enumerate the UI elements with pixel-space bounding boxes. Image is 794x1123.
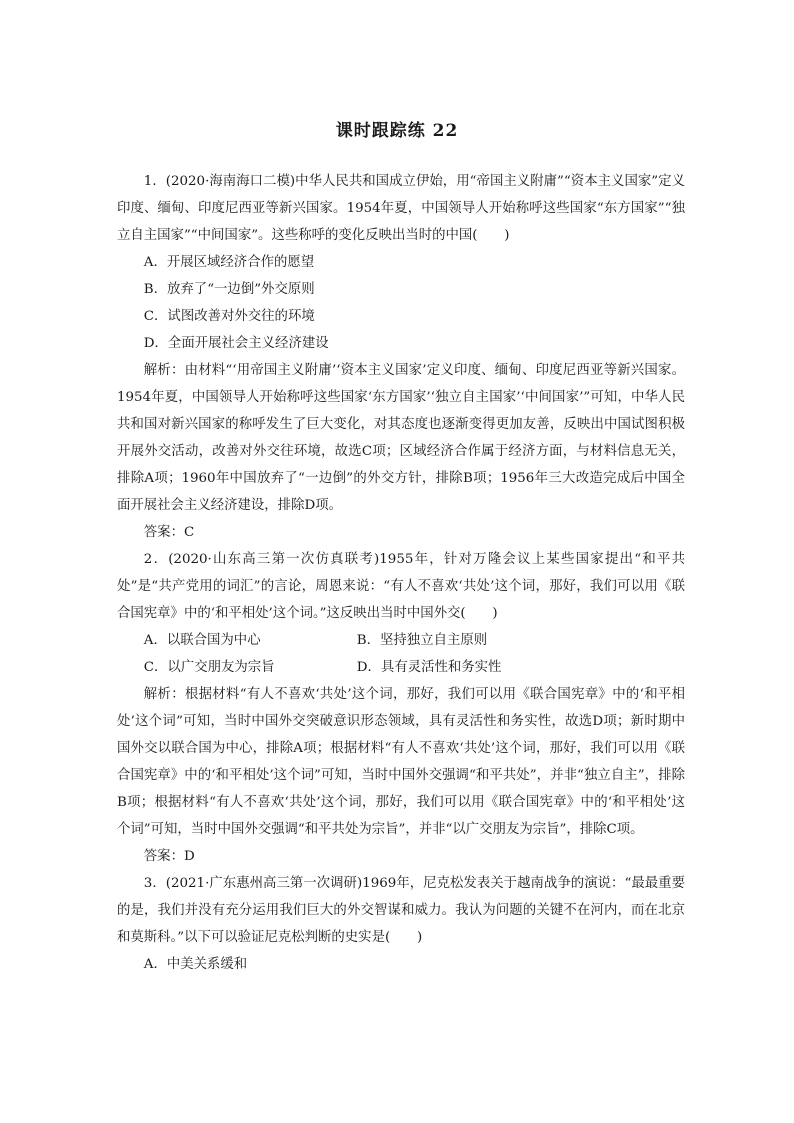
question-2-option-d: D．具有灵活性和务实性 [356,660,502,675]
question-1-option-c: C．试图改善对外交往的环境 [143,309,315,324]
question-1-option-a: A．开展区域经济合作的愿望 [143,255,315,270]
question-1-stem: 1．(2020·海南海口二模)中华人民共和国成立伊始，用“帝国主义附庸”“资本主义国家”定义印度、缅甸、印度尼西亚等新兴国家。1954年夏，中国领导人开始称呼这些国家“东方国家”“独立自主国家”“中间国家”。这些称呼的变化反映出当时的中国( ) [117,174,685,243]
question-2-option-a: A．以联合国为中心 [143,633,261,648]
question-3-stem: 3．(2021·广东惠州高三第一次调研)1969年，尼克松发表关于越南战争的演说：“最最重要的是，我们并没有充分运用我们巨大的外交智谋和威力。我认为问题的关键不在河内，而在北京和莫斯科。”以下可以验证尼克松判断的史实是( ) [117,876,685,945]
question-2-options-row-2 [117,654,685,681]
document-body [117,168,685,978]
question-1-analysis: 解析：由材料“‘用帝国主义附庸’‘资本主义国家’定义印度、缅甸、印度尼西亚等新兴国家。1954年夏，中国领导人开始称呼这些国家‘东方国家’‘独立自主国家’‘中间国家’”可知，中华人民共和国对新兴国家的称呼发生了巨大变化，对其态度也逐渐变得更加友善，反映出中国试图积极开展外交活动，改善对外交往环境，故选C项；区域经济合作属于经济方面，与材料信息无关，排除A项；1960年中国放弃了“一边倒”的外交方针，排除B项；1956年三大改造完成后中国全面开展社会主义经济建设，排除D项。 [117,363,685,513]
question-2-option-b: B．坚持独立自主原则 [356,633,488,648]
question-1-option-b: B．放弃了“一边倒”外交原则 [143,282,315,297]
question-1-answer: 答案：C [143,525,195,540]
question-2-stem: 2．(2020·山东高三第一次仿真联考)1955年，针对万隆会议上某些国家提出“和平共处”是“共产党用的词汇”的言论，周恩来说：“有人不喜欢‘共处’这个词，那好，我们可以用《联合国宪章》中的‘和平相处’这个词。”这反映出当时中国外交( ) [117,552,685,621]
page-title: 课时跟踪练 22 [335,121,459,141]
question-2-option-c: C．以广交朋友为宗旨 [143,660,275,675]
question-2-analysis: 解析：根据材料“有人不喜欢‘共处’这个词，那好，我们可以用《联合国宪章》中的‘和平相处’这个词”可知，当时中国外交突破意识形态领域，具有灵活性和务实性，故选D项；新时期中国外交以联合国为中心，排除A项；根据材料“有人不喜欢‘共处’这个词，那好，我们可以用《联合国宪章》中的‘和平相处’这个词”可知，当时中国外交强调“和平共处”，并非“独立自主”，排除B项；根据材料“有人不喜欢‘共处’这个词，那好，我们可以用《联合国宪章》中的‘和平相处’这个词”可知，当时中国外交强调“和平共处为宗旨”，并非“以广交朋友为宗旨”，排除C项。 [117,687,685,837]
question-1-option-d: D．全面开展社会主义经济建设 [143,336,329,351]
question-2-options-row-1 [117,627,685,654]
question-3-option-a: A．中美关系缓和 [143,957,248,972]
question-2-answer: 答案：D [143,849,195,864]
